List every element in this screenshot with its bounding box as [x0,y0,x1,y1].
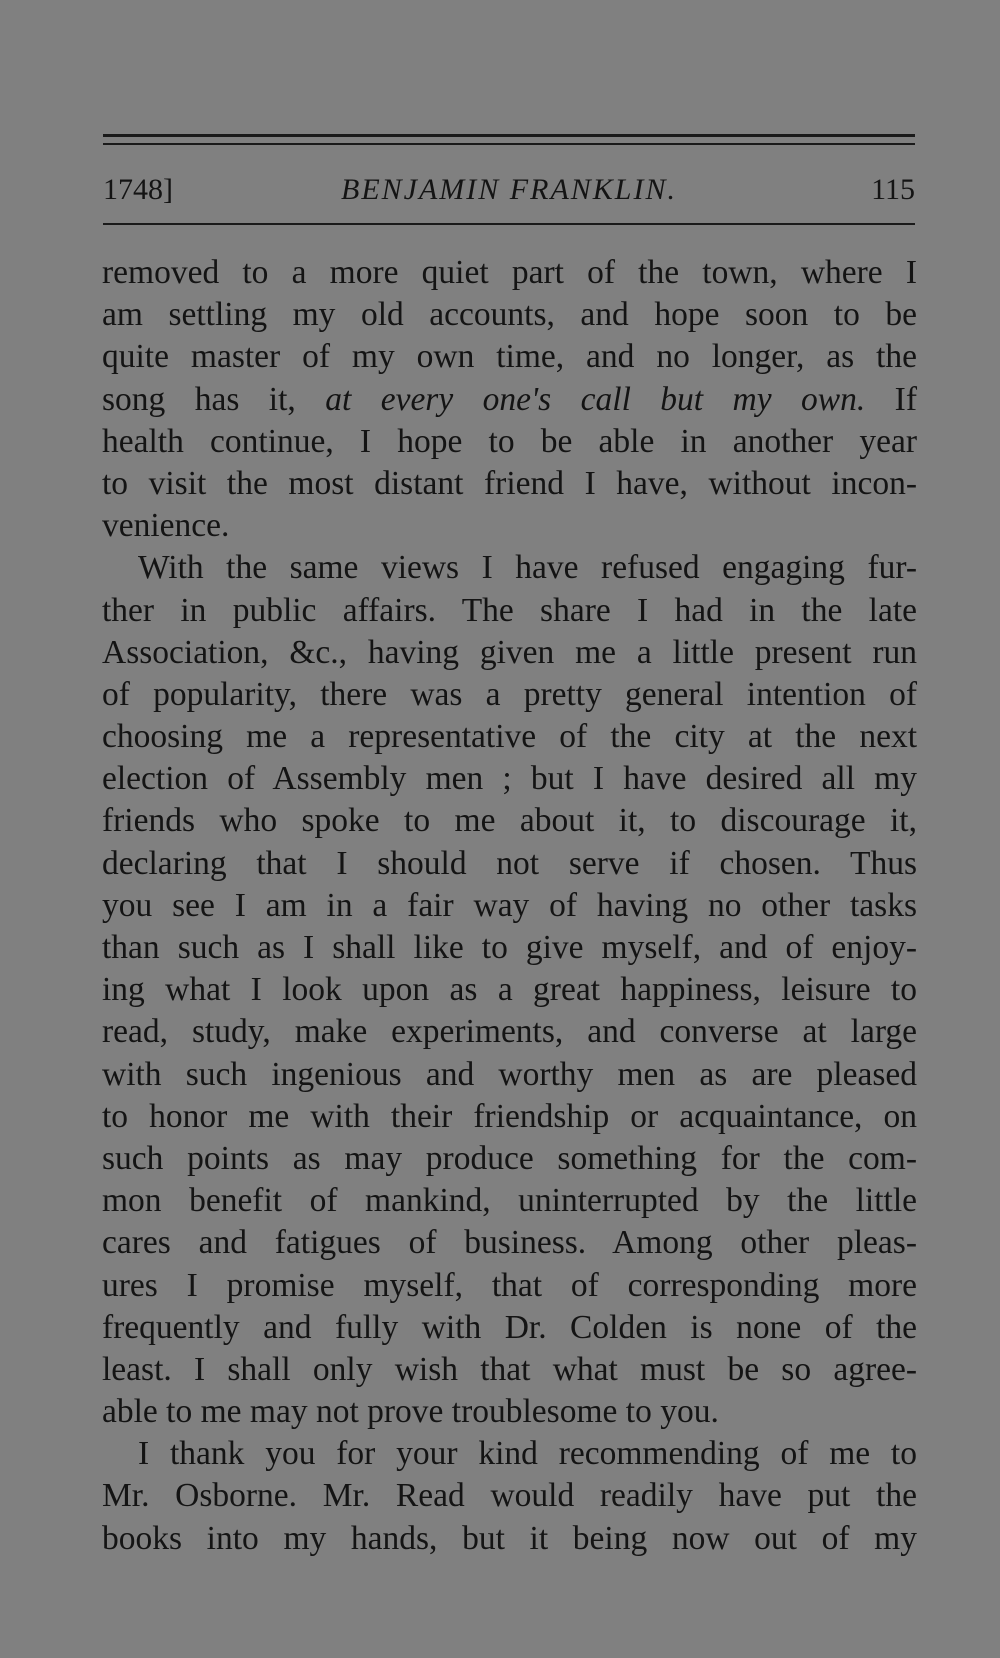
text-line: than such as I shall like to give myself, and of enjoy- [102,929,917,966]
text-line: ures I promise myself, that of corresponding more [102,1266,917,1304]
paragraph [102,547,917,1433]
text-line: venience. [102,507,230,545]
header-rule-bottom [103,223,915,225]
paragraph [102,1433,917,1560]
text-line-with-quotation [102,379,917,421]
text-line: health continue, I hope to be able in another year [102,422,917,460]
text-line: books into my hands, but it being now out of my [102,1519,917,1557]
header-rule-top-thin [103,143,915,145]
text-line: read, study, make experiments, and converse at large [102,1013,917,1051]
text-line: cares and fatigues of business. Among other pleas- [102,1224,917,1262]
text-line: mon benefit of mankind, uninterrupted by the little [102,1182,917,1220]
page-number: 115 [871,173,915,206]
text-line: quite master of my own time, and no longer, as the [102,338,917,376]
running-header [103,170,915,210]
text-line: Association, &c., having given me a little present run [102,633,917,671]
text-line: declaring that I should not serve if chosen. Thus [102,844,917,882]
header-title: BENJAMIN FRANKLIN. [341,173,677,206]
text-line: with such ingenious and worthy men as are pleased [102,1055,917,1093]
text-line: to visit the most distant friend I have, without incon- [102,464,917,502]
text-line: choosing me a representative of the city at the next [102,718,917,756]
text-line: ther in public affairs. The share I had in the late [102,591,917,629]
header-rule-top [103,134,915,137]
text-line: am settling my old accounts, and hope soon to be [102,296,917,334]
text-line: friends who spoke to me about it, to discourage it, [102,802,917,840]
text-line: able to me may not prove troublesome to you. [102,1393,719,1431]
text-line: frequently and fully with Dr. Colden is none of the [102,1308,917,1346]
text-line: of popularity, there was a pretty general intention of [102,675,917,713]
header-year: 1748] [103,173,173,206]
text-run: song has it, [102,380,326,418]
text-line: Mr. Osborne. Mr. Read would readily have put the [102,1477,917,1515]
text-line: election of Assembly men ; but I have desired all my [102,760,917,798]
paragraph [102,252,917,547]
text-run: If [865,380,917,418]
text-line: removed to a more quiet part of the town, where I [102,254,917,291]
text-line: least. I shall only wish that what must be so agree- [102,1350,917,1388]
text-line: With the same views I have refused engaging fur- [138,549,917,587]
text-line: such points as may produce something for the com- [102,1139,917,1177]
italic-quotation: at every one's call but my own. [325,380,866,418]
text-line: I thank you for your kind recommending of me to [138,1435,917,1473]
text-line: ing what I look upon as a great happiness, leisure to [102,971,917,1009]
body-text [102,252,917,1560]
text-line: to honor me with their friendship or acquaintance, on [102,1097,917,1135]
text-line: you see I am in a fair way of having no other tasks [102,886,917,924]
